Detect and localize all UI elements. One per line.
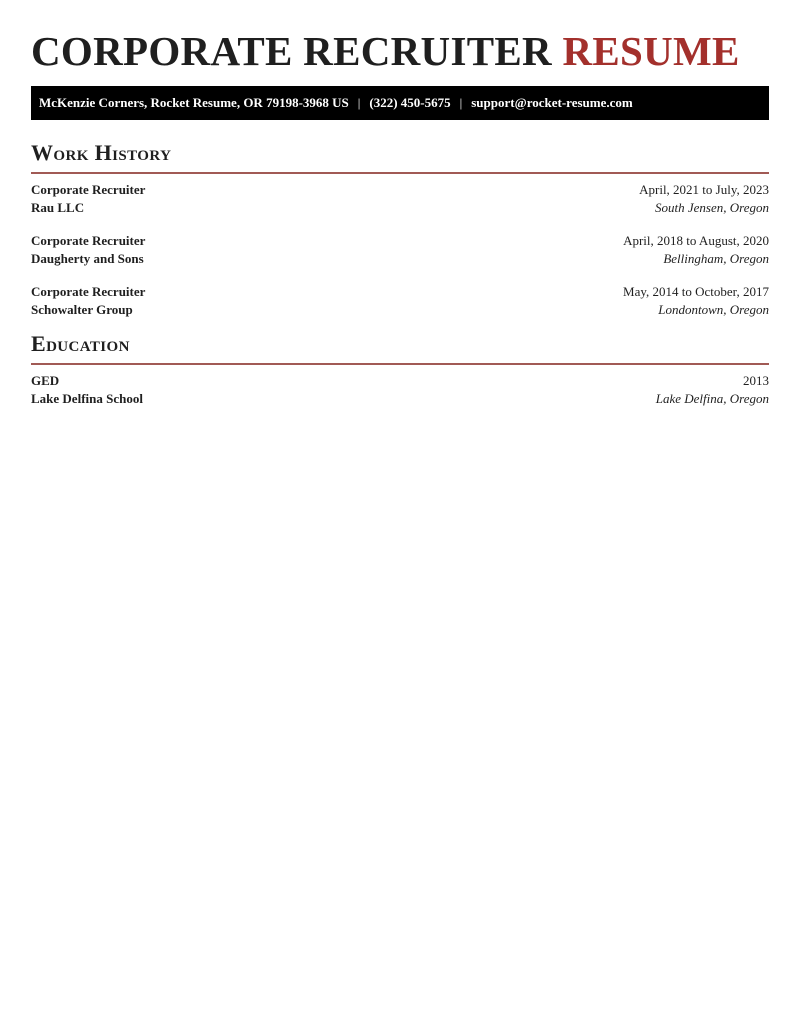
contact-separator: |: [357, 95, 361, 110]
work-entry: [31, 181, 769, 217]
contact-bar: [31, 86, 769, 120]
job-title: Corporate Recruiter: [31, 284, 146, 299]
job-dates: May, 2014 to October, 2017: [623, 284, 769, 299]
job-dates: April, 2018 to August, 2020: [623, 233, 769, 248]
company-name: Daugherty and Sons: [31, 251, 144, 266]
school-location: Lake Delfina, Oregon: [655, 391, 769, 406]
contact-address: McKenzie Corners, Rocket Resume, OR 79198-3968 US: [39, 95, 349, 110]
resume-title: [31, 29, 740, 73]
work-history-heading: Work History: [31, 140, 172, 165]
work-history-divider: [31, 172, 769, 174]
contact-email: support@rocket-resume.com: [471, 95, 633, 110]
education-entry: [31, 372, 769, 408]
resume-title-accent: RESUME: [562, 28, 740, 74]
company-name: Schowalter Group: [31, 302, 133, 317]
graduation-year: 2013: [743, 373, 769, 388]
job-location: Bellingham, Oregon: [663, 251, 769, 266]
contact-separator: |: [459, 95, 463, 110]
contact-phone: (322) 450-5675: [369, 95, 451, 110]
work-entry: [31, 232, 769, 268]
job-title: Corporate Recruiter: [31, 182, 146, 197]
job-title: Corporate Recruiter: [31, 233, 146, 248]
job-location: South Jensen, Oregon: [655, 200, 769, 215]
job-location: Londontown, Oregon: [658, 302, 769, 317]
resume-title-main: CORPORATE RECRUITER: [31, 28, 552, 74]
school-name: Lake Delfina School: [31, 391, 143, 406]
company-name: Rau LLC: [31, 200, 85, 215]
work-entry: [31, 283, 769, 319]
degree-name: GED: [31, 373, 60, 388]
education-heading: Education: [31, 331, 130, 356]
job-dates: April, 2021 to July, 2023: [639, 182, 769, 197]
education-divider: [31, 363, 769, 365]
